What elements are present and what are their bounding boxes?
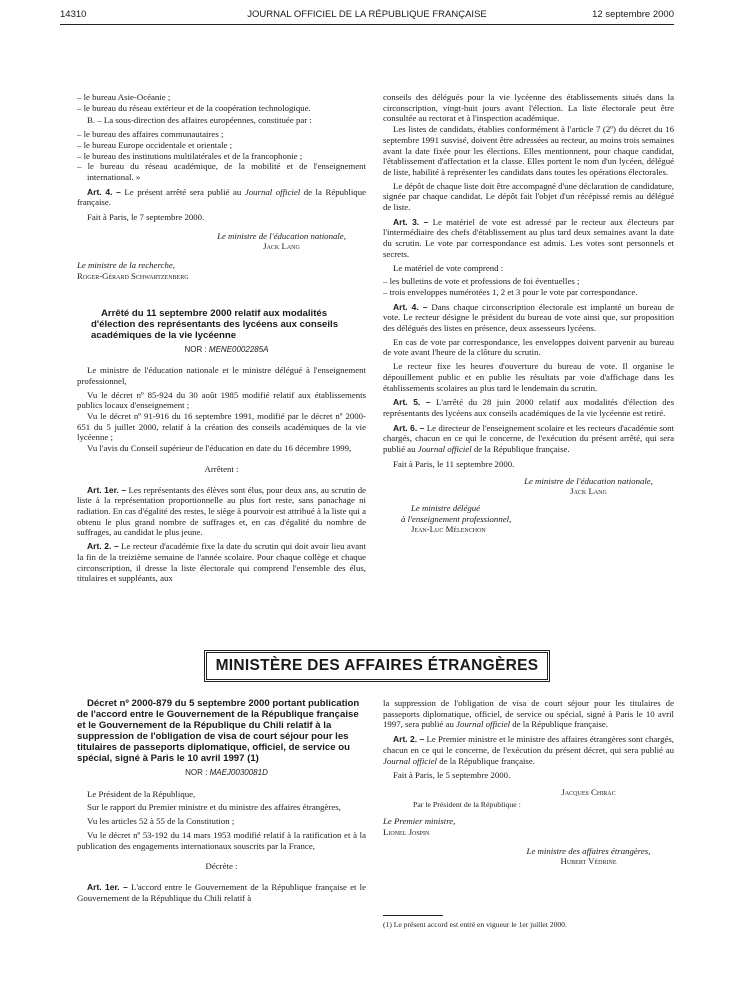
column-left-top xyxy=(77,92,366,587)
signature-title xyxy=(383,816,674,827)
paragraph: Le dépôt de chaque liste doit être accompagné d'une déclaration de candidature, signée par chaque candidat. Le dépôt fait l'objet d'un récépissé remis au délégué de liste. xyxy=(383,180,675,213)
paragraph xyxy=(383,698,674,730)
nor-label: NOR : xyxy=(184,344,209,354)
list-item: – le bureau du réseau académique, de la mobilité et de l'enseignement international. » xyxy=(77,161,366,182)
signature-title-text: à l'enseignement professionnel, xyxy=(401,513,512,524)
article-text: de la République française. xyxy=(437,755,535,766)
page-number: 14310 xyxy=(60,9,87,20)
arrete-title: Arrêté du 11 septembre 2000 relatif aux modalités d'élection des représentants des lycéens aux conseils académiques de la vie lycéenne xyxy=(91,307,339,341)
paragraph: En cas de vote par correspondance, les enveloppes doivent parvenir au bureau de vote avant l'heure de la clôture du scrutin. xyxy=(383,336,674,358)
article-label: Art. 5. – xyxy=(393,397,431,408)
header-rule xyxy=(60,24,674,25)
journal-ref: Journal officiel xyxy=(383,755,437,766)
article-3 xyxy=(383,217,674,260)
column-left-bottom xyxy=(77,698,366,906)
article-label: Art. 1er. – xyxy=(87,881,128,892)
arretent: Arrêtent : xyxy=(204,463,239,474)
fait-a-paris: Fait à Paris, le 7 septembre 2000. xyxy=(87,212,205,223)
article-text: Le matériel de vote est adressé par le recteur aux électeurs par l'intermédiaire des chefs d'établissement au plus tard deux semaines avant la date du scrutin. Le vote par correspondance est admis. Les votes sont personnels et secrets. xyxy=(383,216,674,259)
list-item: – le bureau des institutions multilatérales et de la francophonie ; xyxy=(77,150,303,161)
signature-name: Hubert Védrine xyxy=(560,856,617,867)
paragraph: Vu l'avis du Conseil supérieur de l'éducation en date du 16 décembre 1999, xyxy=(87,443,352,454)
article-5 xyxy=(383,397,674,418)
article-label: Art. 1er. – xyxy=(87,484,127,495)
article-label: Art. 6. – xyxy=(393,422,425,433)
signature-title-text: Le ministre de la recherche, xyxy=(77,260,175,271)
paragraph: B. – La sous-direction des affaires européennes, constituée par : xyxy=(87,115,312,126)
signature-title-text: Le ministre délégué xyxy=(411,502,481,513)
journal-ref: Journal officiel xyxy=(456,719,511,730)
column-right-bottom xyxy=(383,698,674,931)
article-text: Le directeur de l'enseignement scolaire et les recteurs d'académie sont chargés, chacun en ce qui le concerne, de l'exécution du présent arrêté, qui sera publié au xyxy=(383,422,674,455)
footnote: (1) Le présent accord est entré en vigueur le 1er juillet 2000. xyxy=(383,920,567,930)
signature-title xyxy=(383,476,674,487)
footnote-rule xyxy=(383,915,443,916)
article-2 xyxy=(383,734,674,766)
list-item: – les bulletins de vote et professions de foi éventuelles ; xyxy=(383,276,580,287)
article-text: de la République française. xyxy=(77,186,367,208)
article-label: Art. 2. – xyxy=(87,541,119,552)
list-item: – le bureau des affaires communautaires ; xyxy=(77,129,224,140)
signature-name: Jack Lang xyxy=(263,241,300,252)
article-label: Art. 2. – xyxy=(393,734,425,745)
paragraph: Vu le décret nº 91-916 du 16 septembre 1991, modifié par le décret nº 2000-651 du 5 juillet 2000, relatif à la création des conseils académiques de la vie lycéenne ; xyxy=(77,411,366,443)
article-text: L'arrêté du 28 juin 2000 relatif aux modalités d'élection des représentants des lycéens aux conseils académiques de la vie lycéenne est retiré. xyxy=(383,397,674,418)
article-text: L'accord entre le Gouvernement de la République française et le Gouvernement de la République du Chili relatif à xyxy=(77,881,366,903)
signature-name: Jacques Chirac xyxy=(561,786,616,797)
nor-reference xyxy=(77,768,366,779)
nor-label: NOR : xyxy=(185,768,210,777)
fait-a-paris: Fait à Paris, le 5 septembre 2000. xyxy=(393,770,511,781)
journal-ref: Journal officiel xyxy=(417,444,472,455)
signature-title xyxy=(383,846,674,857)
column-right-top xyxy=(383,92,674,535)
list-item: – le bureau Europe occidentale et orientale ; xyxy=(77,139,233,150)
article-label: Art. 3. – xyxy=(393,216,429,227)
signature-title xyxy=(383,514,674,525)
article-text: Les représentants des élèves sont élus, pour deux ans, au scrutin de liste à la représentation proportionnelle au plus fort reste, sans panachage ni radiation. En cas d'égalité des restes, le siège à pourvoir est attribué à la liste qui a obtenu le plus grand nombre de suffrages et, en cas d'égalité du nombre de suffrages, au candidat le plus jeune. xyxy=(77,484,366,538)
article-1 xyxy=(77,882,366,903)
article-text: Le présent arrêté sera publié au xyxy=(120,186,245,197)
page-header xyxy=(60,9,674,25)
nor-code: MENE0002285A xyxy=(208,344,269,354)
issue-date: 12 septembre 2000 xyxy=(592,9,674,20)
paragraph: Le ministre de l'éducation nationale et le ministre délégué à l'enseignement professionnel, xyxy=(77,365,366,386)
list-item: – trois enveloppes numérotées 1, 2 et 3 pour le vote par correspondance. xyxy=(383,286,638,297)
paragraph: Vu le décret nº 53-192 du 14 mars 1953 modifié relatif à la ratification et à la publication des engagements internationaux souscrits par la France, xyxy=(77,829,366,851)
signature-name: Roger-Gérard Schwartzenberg xyxy=(77,270,189,281)
signature-title-text: Le ministre de l'éducation nationale, xyxy=(524,475,653,486)
article-text: de la République française. xyxy=(471,444,570,455)
signature-title xyxy=(77,260,366,271)
paragraph: Sur le rapport du Premier ministre et du ministre des affaires étrangères, xyxy=(87,802,341,813)
signature-title-text: Le Premier ministre, xyxy=(383,816,456,827)
paragraph: conseils des délégués pour la vie lycéenne des établissements situés dans la circonscription, vingt-huit jours avant l'élection. La liste électorale peut être consultée au rectorat et à l'inspection académique. xyxy=(383,92,674,124)
article-text: Le recteur d'académie fixe la date du scrutin qui doit avoir lieu avant la fin de la treizième semaine de l'année scolaire. Pour chaque collège et chaque circonscription, il dresse la liste électorale qui comprend l'ensemble des élus, titulaires et suppléants, aux xyxy=(77,541,366,584)
paragraph: Les listes de candidats, établies conformément à l'article 7 (2º) du décret du 16 septembre 1991 susvisé, doivent être adressées au recteur, au moins trois semaines avant la date fixée pour les élections. Elles mentionnent, pour chaque candidat, l'établissement d'affectation et la classe. Elles portent le nom d'un lycéen, délégué de liste, habilité à représenter les candidats dans toutes les opérations électorales. xyxy=(383,124,674,177)
paragraph: Le Président de la République, xyxy=(87,788,196,799)
article-6 xyxy=(383,423,674,455)
article-4 xyxy=(77,187,366,208)
article-text: Le Premier ministre et le ministre des affaires étrangères sont chargés, chacun en ce qui le concerne, de l'exécution du présent décret, qui sera publié au xyxy=(383,734,674,755)
article-4 xyxy=(383,302,674,334)
journal-ref: Journal officiel xyxy=(244,186,301,197)
list-item: – le bureau du réseau extérieur et de la coopération technologique. xyxy=(77,102,311,113)
signature-title-text: Le ministre des affaires étrangères, xyxy=(526,845,651,856)
article-label: Art. 4. – xyxy=(87,186,121,197)
article-label: Art. 4. – xyxy=(393,301,428,312)
list-item: – le bureau Asie-Océanie ; xyxy=(77,92,171,102)
paragraph: Vu les articles 52 à 55 de la Constitution ; xyxy=(87,816,235,827)
signature-name: Lionel Jospin xyxy=(383,827,430,838)
decrete: Décrète : xyxy=(205,861,238,872)
article-text: de la République française. xyxy=(510,719,608,730)
signature-title xyxy=(383,503,674,514)
nor-reference xyxy=(77,345,366,356)
nor-code: MAEJ0030081D xyxy=(209,768,268,777)
article-text: la suppression de l'obligation de visa de court séjour pour les titulaires de passeports diplomatique, officiel, de service ou spécial, signé à Paris le 10 avril 1997, sera publié au xyxy=(383,698,674,730)
paragraph: Vu le décret nº 85-924 du 30 août 1985 modifié relatif aux établissements publics locaux d'enseignement ; xyxy=(77,389,366,411)
fait-a-paris: Fait à Paris, le 11 septembre 2000. xyxy=(393,458,515,469)
article-2 xyxy=(77,541,366,584)
signature-title xyxy=(77,231,366,242)
journal-title: JOURNAL OFFICIEL DE LA RÉPUBLIQUE FRANÇAISE xyxy=(247,9,487,20)
decret-title: Décret nº 2000-879 du 5 septembre 2000 portant publication de l'accord entre le Gouvernement de la République française et le Gouvernement de la République du Chili relatif à la suppression de l'obligation de visa de court séjour pour les titulaires de passeports diplomatique, officiel, de service ou spécial, signé à Paris le 10 avril 1997 (1) xyxy=(77,698,360,764)
paragraph: Le recteur fixe les heures d'ouverture du bureau de vote. Il organise le dépouillement public et en publie les résultats par voie d'affichage dans les établissements scolaires au plus tard le lendemain du scrutin. xyxy=(383,361,674,393)
ministry-heading: MINISTÈRE DES AFFAIRES ÉTRANGÈRES xyxy=(204,650,550,682)
signature-name: Jack Lang xyxy=(570,486,607,497)
paragraph: Le matériel de vote comprend : xyxy=(393,262,504,273)
par-president: Par le Président de la République : xyxy=(413,799,521,809)
signature-title-text: Le ministre de l'éducation nationale, xyxy=(217,230,346,241)
article-1 xyxy=(77,485,366,539)
signature-name: Jean-Luc Mélenchon xyxy=(411,524,486,535)
article-text: Dans chaque circonscription électorale est implanté un bureau de vote. Le recteur désigne le président du bureau de vote ainsi que, sur proposition des délégués des listes en présence, deux assesseurs lycéens. xyxy=(383,301,674,334)
